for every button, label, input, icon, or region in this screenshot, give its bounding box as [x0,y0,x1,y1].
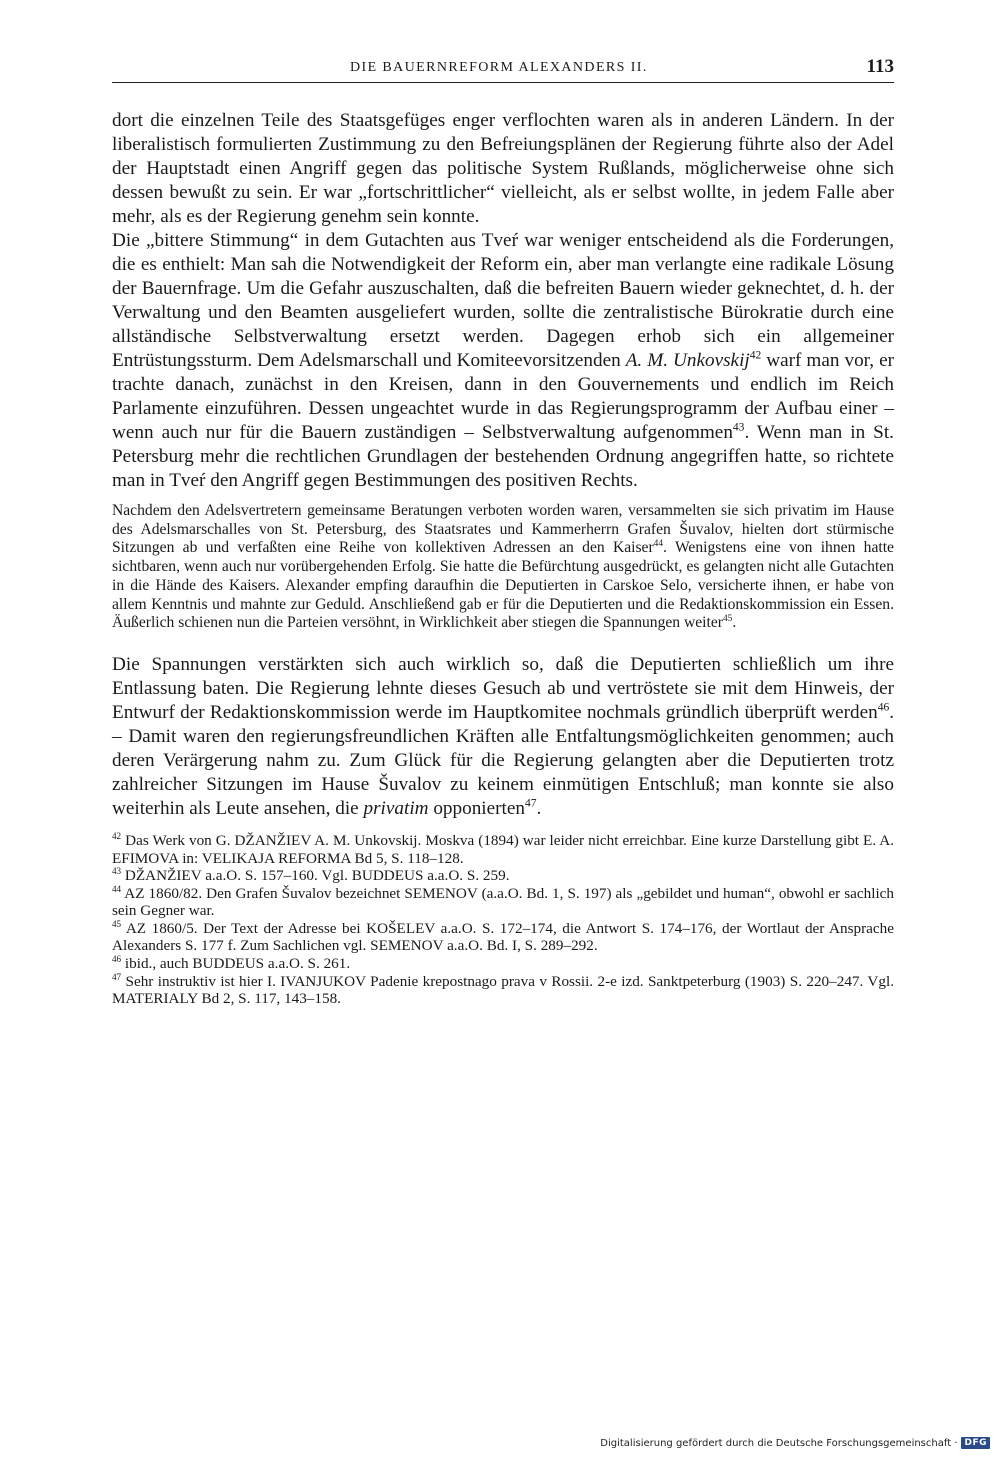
footnote-ref: 44 [653,539,664,550]
footnote [112,955,894,973]
body-text-second [112,653,894,821]
paragraph [112,653,894,821]
footnote-text: AZ 1860/82. Den Grafen Šuvalov bezeichnet SEMENOV (a.a.O. Bd. 1, S. 197) als „gebildet und human“, obwohl er sachlich sein Gegner war. [112,884,894,920]
credit-text: Digitalisierung gefördert durch die Deutsche Forschungsgemeinschaft · [600,1437,958,1449]
text-run: . [732,614,737,632]
paragraph: dort die einzelnen Teile des Staatsgefüges enger verflochten waren als in anderen Ländern. In der liberalistisch formulierten Zustimmung zu den Befreiungsplänen der Regierung führte also der Adel der Hauptstadt einen Angriff gegen das politische System Rußlands, möglicherweise ohne sich dessen bewußt zu sein. Er war „fortschrittlicher“ vielleicht, als er selbst wollte, in jedem Falle aber mehr, als es der Regierung genehm sein konnte. [112,110,894,227]
text-run: . [536,797,542,819]
italic-word: privatim [363,797,429,819]
text-run: Die Spannungen verstärkten sich auch wirklich so, daß die Deputierten schließlich um ihre Entlassung baten. Die Regierung lehnte dieses Gesuch ab und vertröstete sie mit dem Hinweis, der Entwurf der Redaktionskommission werde im Hauptkomitee nochmals gründlich überprüft werden [112,653,894,723]
paragraph [112,229,894,493]
digitization-credit [600,1437,990,1449]
page-number: 113 [866,56,894,77]
running-head [112,52,894,83]
footnote-text: ibid., auch BUDDEUS a.a.O. S. 261. [124,955,351,973]
body-text-first [112,109,894,493]
footnote-number: 47 [112,971,122,982]
footnote-number: 45 [112,918,122,929]
text-run: . Wenn man in St. Petersburg mehr die rechtlichen Grundlagen der bestehenden Ordnung angegriffen hatte, so richtete man in Tveŕ den Angriff gegen Bestimmungen des positiven Rechts. [112,422,894,491]
footnote-number: 44 [112,883,122,894]
footnote [112,973,894,1008]
footnote [112,867,894,885]
footnote-ref: 42 [749,349,762,362]
text-run: warf man vor, er trachte danach, zunächst in den Kreisen, dann in den Gouvernements und endlich im Reich Parlamente einzuführen. Dessen ungeachtet wurde in das Regierungsprogramm der Aufbau einer – wenn auch nur für die Bauern zuständigen – Selbstverwaltung aufgenommen [112,350,894,443]
text-run: . Wenigstens eine von ihnen hatte sichtbaren, wenn auch nur vorübergehenden Erfolg. Sie hatte die Befürchtung ausgedrückt, es gelangten nicht alle Gutachten in die Hände des Kaisers. Alexander empfing daraufhin die Deputierten in Carskoe Selo, versicherte ihnen, er habe von allem Kenntnis und mahnte zur Geduld. Anschließend gab er für die Deputierten und die Redaktionskommission ein Essen. Äußerlich schienen nun die Parteien versöhnt, in Wirklichkeit aber stiegen die Spannungen weiter [112,539,894,632]
page [112,52,894,1008]
person-name: A. M. Unkovskij [625,350,750,371]
dfg-logo: DFG [961,1437,990,1449]
text-run: opponierten [428,797,525,819]
small-print-paragraph [112,502,894,633]
footnotes [112,832,894,1008]
text-run: Die „bittere Stimmung“ in dem Gutachten aus Tveŕ war weniger entscheidend als die Forderungen, die es enthielt: Man sah die Notwendigkeit der Reform ein, aber man verlangte eine radikale Lösung der Bauernfrage. Um die Gefahr auszuschalten, daß die befreiten Bauern wieder geknechtet, d. h. der Verwaltung und den Beamten ausgeliefert wurden, sollte die zentralistische Bürokratie durch eine allständische Selbstverwaltung ersetzt werden. Dagegen erhob sich ein allgemeiner Entrüstungssturm. Dem Adelsmarschall und Komiteevorsitzenden [112,230,894,371]
footnote [112,832,894,867]
footnote-number: 43 [112,866,122,877]
footnote-text: Sehr instruktiv ist hier I. IVANJUKOV Padenie krepostnago prava v Rossii. 2-e izd. Sanktpeterburg (1903) S. 220–247. Vgl. MATERIALY Bd 2, S. 117, 143–158. [112,972,895,1008]
footnote-number: 42 [112,830,122,841]
footnote [112,885,894,920]
text-run: . – Damit waren den regierungsfreundlichen Kräften alle Entfaltungsmöglichkeiten genommen; auch deren Verärgerung nahm zu. Zum Glück für die Regierung gelangten aber die Deputierten trotz zahlreicher Sitzungen im Hause Šuvalov zu keinem einmütigen Entschluß; man konnte sie also weiterhin als Leute ansehen, die [112,701,894,819]
footnote-ref: 43 [732,421,745,434]
footnote [112,920,894,955]
text-run: Nachdem den Adelsvertretern gemeinsame Beratungen verboten worden waren, versammelten sie sich privatim im Hause des Adelsmarschalles von St. Petersburg, des Staatsrates und Kammerherrn Grafen Šuvalov, hielten dort stürmische Sitzungen ab und verfaßten eine Reihe von kollektiven Adressen an den Kaiser [112,502,894,557]
footnote-number: 46 [112,954,122,965]
paragraph [112,502,894,633]
footnote-ref: 45 [722,614,733,625]
footnote-ref: 47 [524,797,537,810]
footnote-text: Das Werk von G. DŽANŽIEV A. M. Unkovskij. Moskva (1894) war leider nicht erreichbar. Eine kurze Darstellung gibt E. A. EFIMOVA in: VELIKAJA REFORMA Bd 5, S. 118–128. [112,831,895,867]
footnote-text: DŽANŽIEV a.a.O. S. 157–160. Vgl. BUDDEUS a.a.O. S. 259. [124,867,510,885]
footnote-text: AZ 1860/5. Der Text der Adresse bei KOŠELEV a.a.O. S. 172–174, die Antwort S. 174–176, der Wortlaut der Ansprache Alexanders S. 177 f. Zum Sachlichen vgl. SEMENOV a.a.O. Bd. I, S. 289–292. [112,919,894,955]
running-title: DIE BAUERNREFORM ALEXANDERS II. [350,60,648,75]
footnote-ref: 46 [877,701,890,714]
